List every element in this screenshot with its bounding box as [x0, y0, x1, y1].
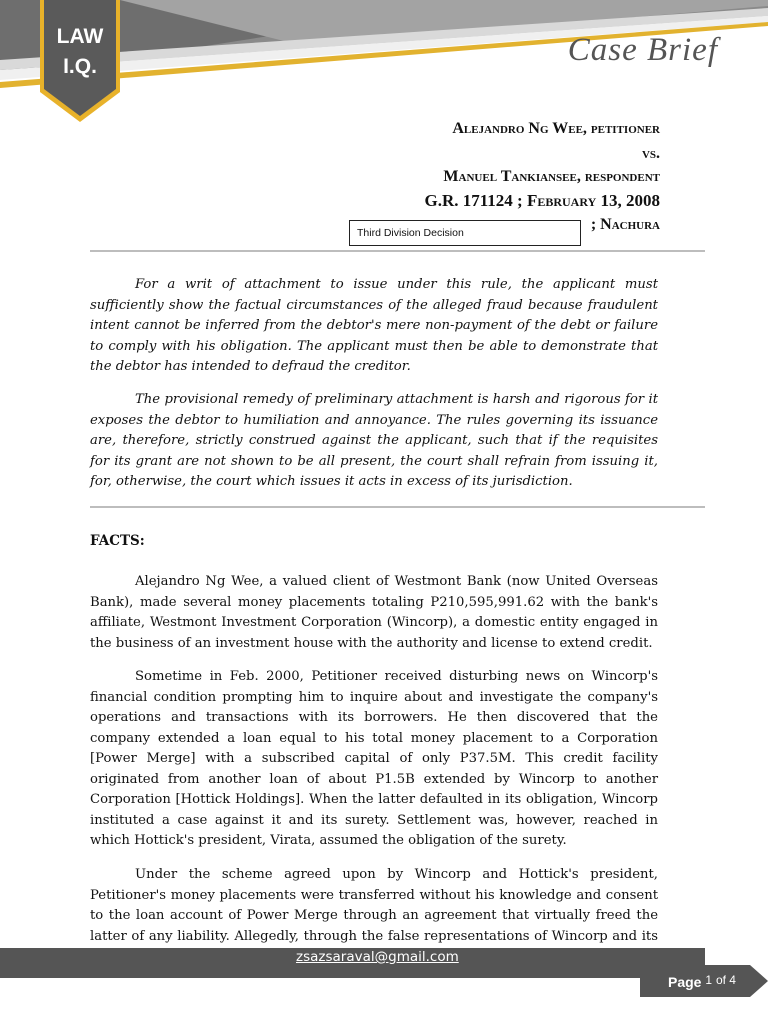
- doctrine-text: For a writ of attachment to issue under this rule, the applicant must sufficiently show the factual circumstances of the alleged fraud because fraudulent intent cannot be inferred from the debtor's mere non-payment of the debt or failure to comply with his obligation. The applicant must then be able to demonstrate that the debtor has intended to defraud the creditor.: [90, 277, 658, 374]
- divider-top: [90, 250, 705, 252]
- respondent-line: Manuel Tankiansee, respondent: [443, 168, 660, 185]
- page-word: Page: [668, 974, 702, 990]
- facts-heading: FACTS:: [90, 533, 145, 549]
- document-type-title: Case Brief: [567, 32, 718, 68]
- facts-text: Under the scheme agreed upon by Wincorp and Hottick's president, Petitioner's money placements were transferred without his knowledge and consent to the loan account of Power Merge through an agreement that virtually freed the latter of any liability. Allegedly, through the false representations of Wincorp and its: [90, 867, 658, 944]
- logo-line-1: LAW: [56, 25, 104, 48]
- division-field[interactable]: Third Division Decision: [349, 220, 581, 246]
- logo-text: [40, 22, 120, 82]
- facts-paragraph: [90, 667, 658, 852]
- doctrine-text: The provisional remedy of preliminary attachment is harsh and rigorous for it exposes the debtor to humiliation and annoyance. The rules governing its issuance are, therefore, strictly construed against the applicant, such that if the requisites for its grant are not shown to be all present, the court shall refrain from issuing it, for, otherwise, the court which issues it acts in excess of its jurisdiction.: [90, 392, 658, 489]
- petitioner-line: Alejandro Ng Wee, petitioner: [452, 120, 660, 137]
- divider-middle: [90, 506, 705, 508]
- doctrine-paragraph: [90, 275, 658, 378]
- logo-line-2: I.Q.: [63, 55, 97, 78]
- facts-text: Alejandro Ng Wee, a valued client of Westmont Bank (now United Overseas Bank), made several money placements totaling P210,595,991.62 with the bank's affiliate, Westmont Investment Corporation (Wincorp), a domestic entity engaged in the business of an investment house with the authority and license to extend credit.: [90, 574, 658, 651]
- facts-paragraph: [90, 572, 658, 654]
- footer-email-link[interactable]: zsazsaraval@gmail.com: [296, 949, 459, 965]
- versus-line: vs.: [641, 145, 660, 162]
- page-indicator: [668, 974, 736, 990]
- ponente-line: ; Nachura: [590, 216, 660, 233]
- page-total: of 4: [715, 973, 736, 987]
- law-iq-logo: [40, 0, 120, 122]
- page-number: 1: [705, 973, 713, 987]
- facts-text: Sometime in Feb. 2000, Petitioner received disturbing news on Wincorp's financial condition prompting him to inquire about and investigate the company's operations and transactions with its borrowers. He then discovered that the company extended a loan equal to his total money placement to a Corporation [Power Merge] with a subscribed capital of only P37.5M. This credit facility originated from another loan of about P1.5B extended by Wincorp to another Corporation [Hottick Holdings]. When the latter defaulted in its obligation, Wincorp instituted a case against it and its surety. Settlement was, however, reached in which Hottick's president, Virata, assumed the obligation of the surety.: [90, 669, 658, 848]
- gr-number-date: G.R. 171124 ; February 13, 2008: [424, 191, 660, 210]
- doctrine-paragraph: [90, 390, 658, 493]
